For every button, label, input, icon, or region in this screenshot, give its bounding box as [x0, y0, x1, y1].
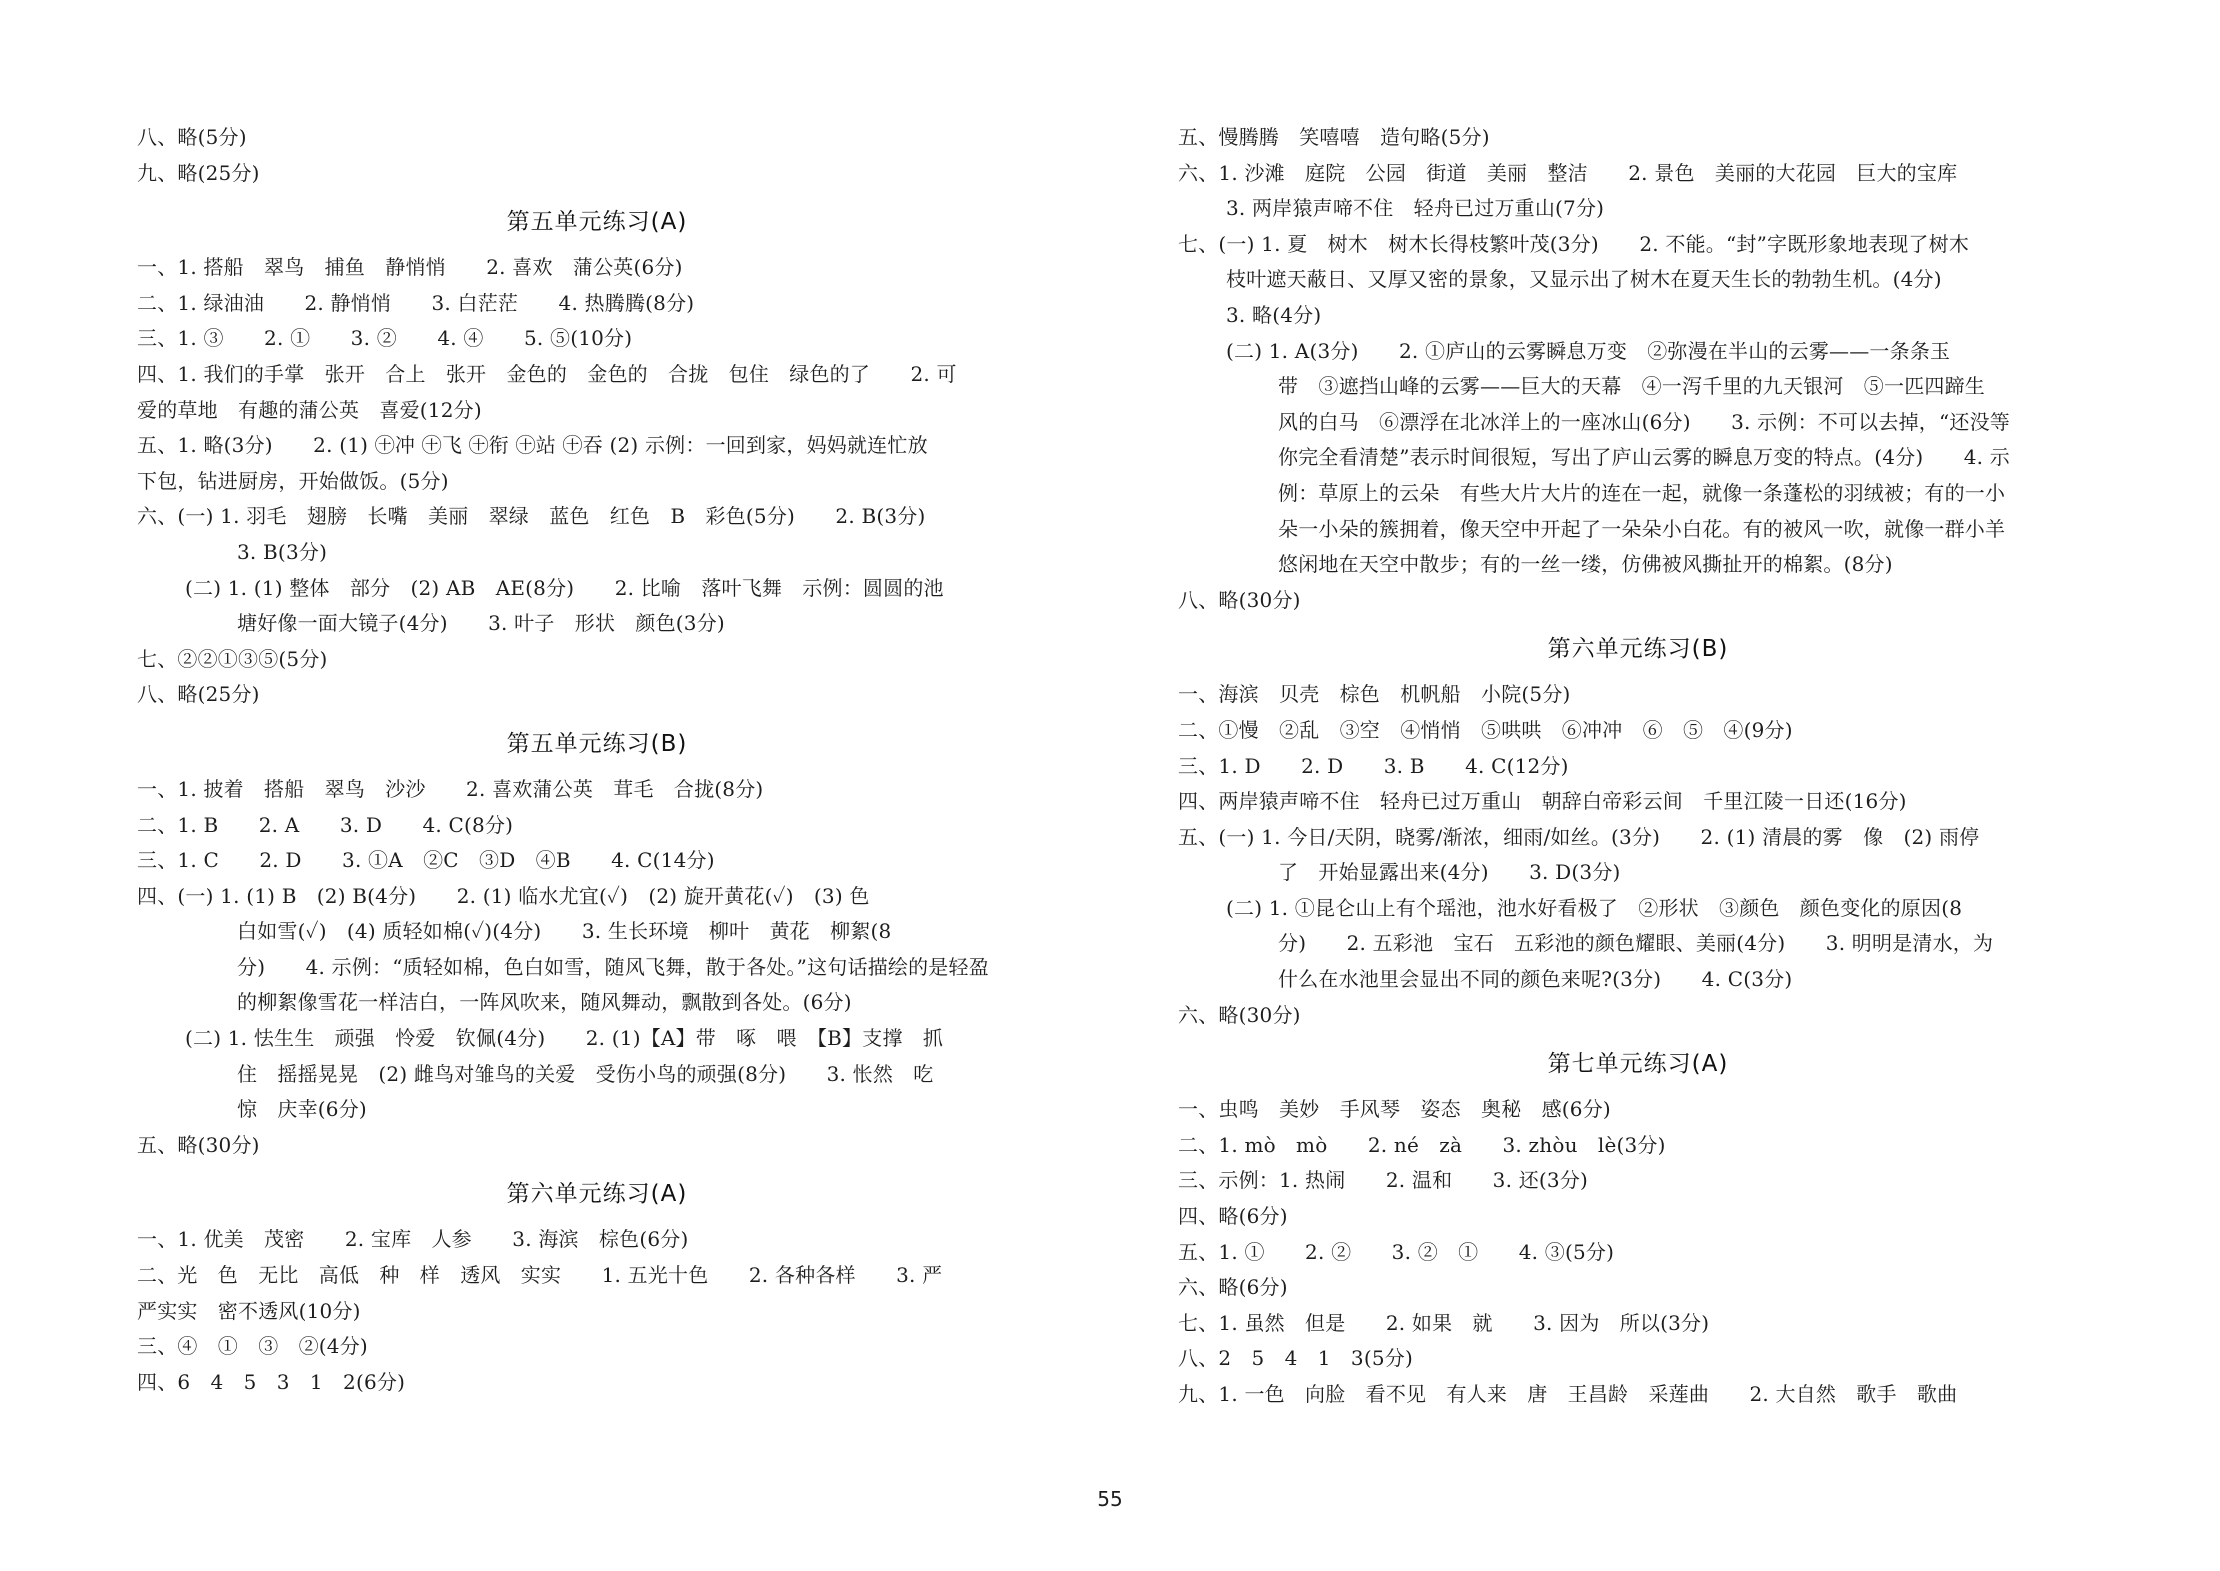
answer-line: 六、略(30分): [1178, 1002, 1301, 1027]
answer-line: 四、(一) 1. (1) B (2) B(4分) 2. (1) 临水尤宜(✓) (2) 旋开黄花(✓) (3) 色: [137, 883, 870, 908]
answer-line: 朵一小朵的簇拥着，像天空中开起了一朵朵小白花。有的被风一吹，就像一群小羊: [1278, 516, 2006, 541]
answer-line: 五、慢腾腾 笑嘻嘻 造句略(5分): [1178, 125, 1490, 149]
answer-line: 一、1. 优美 茂密 2. 宝库 人参 3. 海滨 棕色(6分): [137, 1227, 689, 1252]
answer-line: 六、(一) 1. 羽毛 翅膀 长嘴 美丽 翠绿 蓝色 红色 B 彩色(5分) 2. B(3分): [137, 504, 926, 529]
answer-line: 白如雪(✓) (4) 质轻如棉(✓)(4分) 3. 生长环境 柳叶 黄花 柳絮(8: [237, 919, 892, 944]
section-heading: 第五单元练习(A): [506, 209, 688, 236]
answer-line: 四、略(6分): [1178, 1204, 1288, 1229]
answer-line: 爱的草地 有趣的蒲公英 喜爱(12分): [137, 397, 482, 422]
answer-line: 三、1. D 2. D 3. B 4. C(12分): [1178, 753, 1569, 778]
answer-line: 三、1. C 2. D 3. ①A ②C ③D ④B 4. C(14分): [137, 848, 715, 873]
answer-line: 九、1. 一色 向脸 看不见 有人来 唐 王昌龄 采莲曲 2. 大自然 歌手 歌曲: [1178, 1382, 1958, 1406]
answer-line: 住 摇摇晃晃 (2) 雌鸟对雏鸟的关爱 受伤小鸟的顽强(8分) 3. 怅然 吃: [237, 1061, 934, 1086]
answer-line: 你完全看清楚”表示时间很短，写出了庐山云雾的瞬息万变的特点。(4分) 4. 示: [1278, 445, 2010, 470]
answer-line: 悠闲地在天空中散步；有的一丝一缕，仿佛被风撕扯开的棉絮。(8分): [1278, 552, 1893, 577]
answer-line: 四、两岸猿声啼不住 轻舟已过万重山 朝辞白帝彩云间 千里江陵一日还(16分): [1178, 789, 1907, 814]
right-column: [1178, 120, 2098, 1413]
answer-line: 八、略(30分): [1178, 587, 1301, 612]
answer-line: 一、海滨 贝壳 棕色 机帆船 小院(5分): [1178, 682, 1571, 707]
answer-line: 严实实 密不透风(10分): [137, 1298, 361, 1323]
answer-line: 下包，钻进厨房，开始做饭。(5分): [137, 468, 449, 493]
answer-line: 二、①慢 ②乱 ③空 ④悄悄 ⑤哄哄 ⑥冲冲 ⑥ ⑤ ④(9分): [1178, 717, 1793, 742]
answer-line: 七、1. 虽然 但是 2. 如果 就 3. 因为 所以(3分): [1178, 1310, 1710, 1335]
answer-line: (二) 1. A(3分) 2. ①庐山的云雾瞬息万变 ②弥漫在半山的云雾——一条条玉: [1226, 338, 1951, 363]
answer-line: 三、1. ③ 2. ① 3. ② 4. ④ 5. ⑤(10分): [137, 326, 633, 351]
answer-line: 枝叶遮天蔽日、又厚又密的景象，又显示出了树木在夏天生长的勃勃生机。(4分): [1226, 267, 1942, 292]
answer-line: 六、1. 沙滩 庭院 公园 街道 美丽 整洁 2. 景色 美丽的大花园 巨大的宝库: [1178, 160, 1958, 185]
answer-line: 二、光 色 无比 高低 种 样 透风 实实 1. 五光十色 2. 各种各样 3. 严: [137, 1263, 943, 1288]
answer-line: 一、1. 披着 搭船 翠鸟 沙沙 2. 喜欢蒲公英 茸毛 合拢(8分): [137, 776, 764, 801]
answer-line: 分) 2. 五彩池 宝石 五彩池的颜色耀眼、美丽(4分) 3. 明明是清水，为: [1278, 931, 1994, 956]
answer-line: 五、略(30分): [137, 1132, 260, 1157]
section-heading: 第六单元练习(B): [1547, 636, 1729, 663]
answer-line: 二、1. B 2. A 3. D 4. C(8分): [137, 812, 514, 837]
answer-line: 带 ③遮挡山峰的云雾——巨大的天幕 ④一泻千里的九天银河 ⑤一匹四蹄生: [1278, 374, 1985, 399]
answer-line: 什么在水池里会显出不同的颜色来呢?(3分) 4. C(3分): [1278, 967, 1793, 992]
answer-line: 八、略(25分): [137, 682, 260, 707]
answer-line: 三、示例：1. 热闹 2. 温和 3. 还(3分): [1178, 1168, 1589, 1193]
answer-line: 风的白马 ⑥漂浮在北冰洋上的一座冰山(6分) 3. 示例：不可以去掉，“还没等: [1278, 409, 2010, 434]
answer-line: 一、1. 搭船 翠鸟 捕鱼 静悄悄 2. 喜欢 蒲公英(6分): [137, 255, 683, 280]
section-heading: 第七单元练习(A): [1547, 1051, 1729, 1078]
answer-line: 五、1. ① 2. ② 3. ② ① 4. ③(5分): [1178, 1239, 1615, 1264]
answer-line: 了 开始显露出来(4分) 3. D(3分): [1278, 860, 1621, 885]
left-column: [137, 120, 1057, 1400]
answer-line: 二、1. 绿油油 2. 静悄悄 3. 白茫茫 4. 热腾腾(8分): [137, 290, 695, 315]
answer-line: 六、略(6分): [1178, 1275, 1288, 1300]
answer-line: 塘好像一面大镜子(4分) 3. 叶子 形状 颜色(3分): [237, 611, 725, 636]
answer-line: 的柳絮像雪花一样洁白，一阵风吹来，随风舞动，飘散到各处。(6分): [237, 990, 852, 1015]
answer-line: 三、④ ① ③ ②(4分): [137, 1334, 368, 1359]
answer-line: 八、略(5分): [137, 125, 247, 149]
answer-line: 3. B(3分): [237, 539, 328, 564]
answer-line: 3. 略(4分): [1226, 302, 1322, 327]
section-heading: 第六单元练习(A): [506, 1181, 688, 1208]
answer-line: 二、1. mò mò 2. né zà 3. zhòu lè(3分): [1178, 1132, 1666, 1157]
answer-line: 五、1. 略(3分) 2. (1) ㊉冲 ㊉飞 ㊉衔 ㊉站 ㊉吞 (2) 示例：一回到家，妈妈就连忙放: [137, 433, 928, 458]
answer-line: (二) 1. ①昆仑山上有个瑶池，池水好看极了 ②形状 ③颜色 颜色变化的原因(8: [1226, 895, 1963, 920]
answer-line: 七、(一) 1. 夏 树木 树木长得枝繁叶茂(3分) 2. 不能。“封”字既形象地表现了树木: [1178, 231, 1970, 256]
answer-line: 八、2 5 4 1 3(5分): [1178, 1346, 1413, 1371]
answer-line: 惊 庆幸(6分): [237, 1097, 367, 1122]
answer-line: 分) 4. 示例：“质轻如棉，色白如雪，随风飞舞，散于各处。”这句话描绘的是轻盈: [237, 954, 989, 979]
page-number: 55: [1097, 1487, 1123, 1511]
answer-line: (二) 1. (1) 整体 部分 (2) AB AE(8分) 2. 比喻 落叶飞舞 示例：圆圆的池: [185, 575, 944, 600]
answer-line: (二) 1. 怯生生 顽强 怜爱 钦佩(4分) 2. (1)【A】带 啄 喂 【B】支撑 抓: [185, 1026, 944, 1051]
answer-line: 一、虫鸣 美妙 手风琴 姿态 奥秘 感(6分): [1178, 1097, 1611, 1122]
answer-line: 五、(一) 1. 今日/天阴，晓雾/渐浓，细雨/如丝。(3分) 2. (1) 清晨的雾 像 (2) 雨停: [1178, 824, 1980, 849]
answer-line: 四、6 4 5 3 1 2(6分): [137, 1369, 406, 1394]
answer-line: 四、1. 我们的手掌 张开 合上 张开 金色的 金色的 合拢 包住 绿色的了 2. 可: [137, 361, 957, 386]
section-heading: 第五单元练习(B): [506, 730, 688, 757]
answer-line: 九、略(25分): [137, 160, 260, 185]
answer-line: 3. 两岸猿声啼不住 轻舟已过万重山(7分): [1226, 196, 1605, 221]
answer-line: 例：草原上的云朵 有些大片大片的连在一起，就像一条蓬松的羽绒被；有的一小: [1278, 480, 2006, 505]
answer-line: 七、②②①③⑤(5分): [137, 646, 328, 671]
